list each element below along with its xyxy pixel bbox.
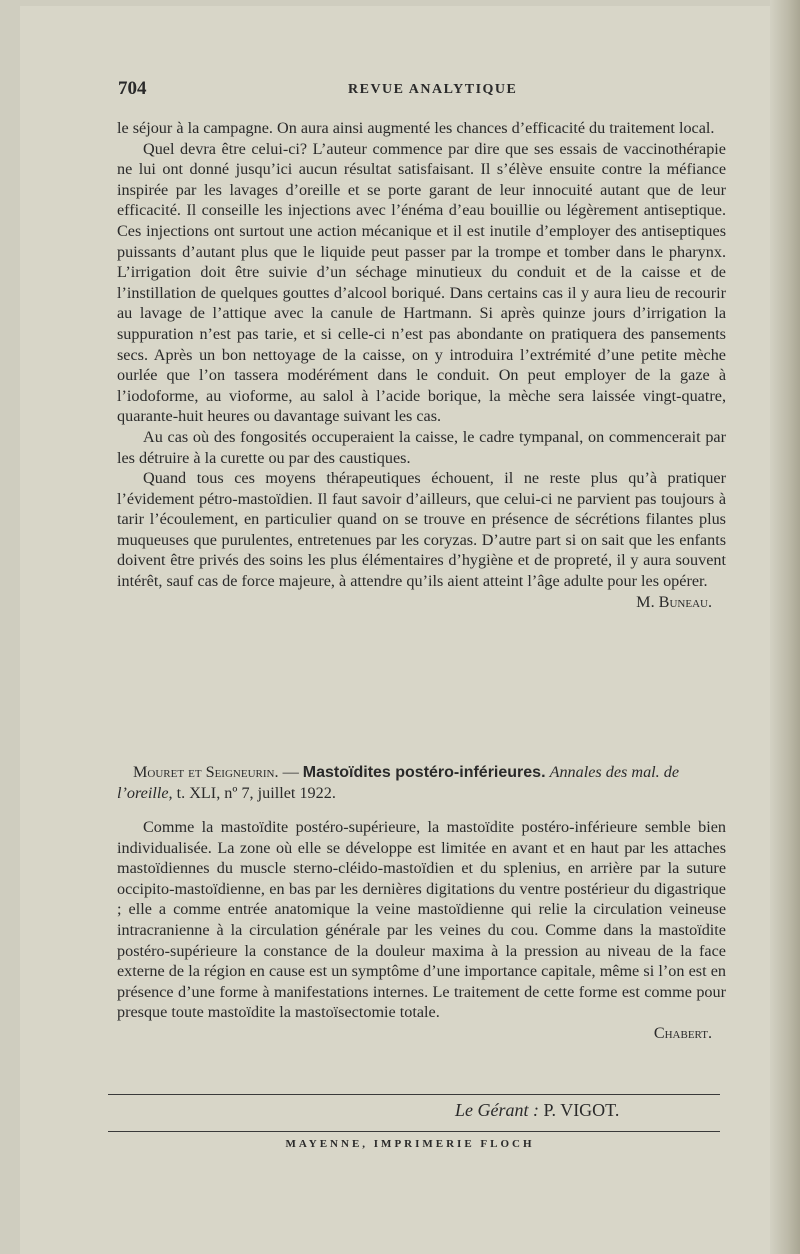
review-1-paragraph: le séjour à la campagne. On aura ainsi augmenté les chances d’efficacité du traitement local. xyxy=(117,119,715,137)
printer-imprint: MAYENNE, IMPRIMERIE FLOCH xyxy=(285,1138,535,1150)
running-head: REVUE ANALYTIQUE xyxy=(348,82,518,97)
citation-title: Mastoïdites postéro-inférieures. xyxy=(302,764,546,781)
page-number: 704 xyxy=(118,78,147,99)
page-header xyxy=(118,78,724,102)
review-1-paragraph: Quand tous ces moyens thérapeutiques échouent, il ne reste plus qu’à pratiquer l’évidement pétro-mastoïdien. Il faut savoir d’ailleurs, que celui-ci ne parvient pas toujours à tarir l’écoulement, en particulier quand on se trouve en présence de sécrétions filantes plus muqueuses que purulentes, entretenues par les coryzas. D’autre part si on sait que les enfants doivent être privés des soins les plus élémentaires d’hygiène et de propreté, il y aura souvent intérêt, sauf cas de force majeure, à attendre qu’ils aient atteint l’âge adulte pour les opérer. xyxy=(117,469,726,591)
footer-rule-bottom xyxy=(108,1131,720,1132)
citation-dash: — xyxy=(278,763,303,781)
review-2-citation xyxy=(117,762,726,804)
citation-journal: Annales des mal. de l’oreille, xyxy=(117,763,680,802)
review-2-signature: Chabert. xyxy=(653,1023,712,1042)
gerant-label: Le Gérant : xyxy=(455,1100,539,1120)
gerant-name: P. VIGOT. xyxy=(543,1100,620,1120)
footer-rule-top xyxy=(108,1094,720,1095)
review-1-signature: M. Buneau. xyxy=(636,592,712,611)
review-2-paragraph: Comme la mastoïdite postéro-supérieure, la mastoïdite postéro-inférieure semble bien individualisée. La zone où elle se développe est limitée en avant et en haut par les attaches mastoïdiennes du muscle sterno-cléido-mastoïdien et du splenius, en arrière par la suture occipito-mastoïdienne, en bas par les dernières digitations du ventre postérieur du digastrique ; elle a comme entrée anatomique la veine mastoïdienne qui relie la circulation veineuse intracranienne à la circulation générale par les veines du cou. Comme dans la mastoïdite postéro-supérieure la constance de la douleur maxima à la pression au niveau de la face externe de la région en cause est un symptôme d’une importance capitale, même si l’on est en présence d’une forme à manifestations internes. Le traitement de cette forme est comme pour presque toute mastoïdite la mastoïsectomie totale. xyxy=(117,818,726,1022)
citation-authors: Mouret et Seigneurin. xyxy=(133,763,279,781)
review-1-paragraph: Au cas où des fongosités occuperaient la caisse, le cadre tympanal, on commencerait par les détruire à la curette ou par des caustiques. xyxy=(117,427,726,467)
gerant-line xyxy=(455,1100,619,1121)
review-1-body xyxy=(117,118,726,612)
citation-reference: t. XLI, nº 7, juillet 1922. xyxy=(172,784,336,802)
review-1-paragraph: Quel devra être celui-ci? L’auteur commence par dire que ses essais de vaccinothérapie ne lui ont donné jusqu’ici aucun résultat satisfaisant. Il s’élève ensuite contre la méfiance inspirée par les lavages d’oreille et se porte garant de leur innocuité autant que de leur efficacité. Il conseille les injections avec l’énéma d’eau bouillie ou légèrement antiseptique. Ces injections ont surtout une action mécanique et il est inutile d’employer des antiseptiques puissants d’autant plus que le liquide peut passer par la trompe et tomber dans le pharynx. L’irrigation doit être suivie d’un séchage minutieux du conduit et de la caisse et de l’instillation de quelques gouttes d’alcool boriqué. Dans certains cas il y aura lieu de recourir au lavage de l’attique avec la canule de Hartmann. Si après quinze jours d’irrigation la suppuration n’est pas tarie, et si celle-ci n’est pas abondante on pratiquera des pansements secs. Après un bon nettoyage de la caisse, on y introduira l’extrémité d’une petite mèche ourlée que l’on tassera modérément dans le conduit. On peut employer de la gaze à l’iodoforme, au vioforme, au salol à l’acide borique, la mèche sera laissée vingt-quatre, quarante-huit heures ou davantage suivant les cas. xyxy=(117,139,726,426)
page-edge xyxy=(770,0,800,1254)
review-2-body xyxy=(117,817,726,1044)
